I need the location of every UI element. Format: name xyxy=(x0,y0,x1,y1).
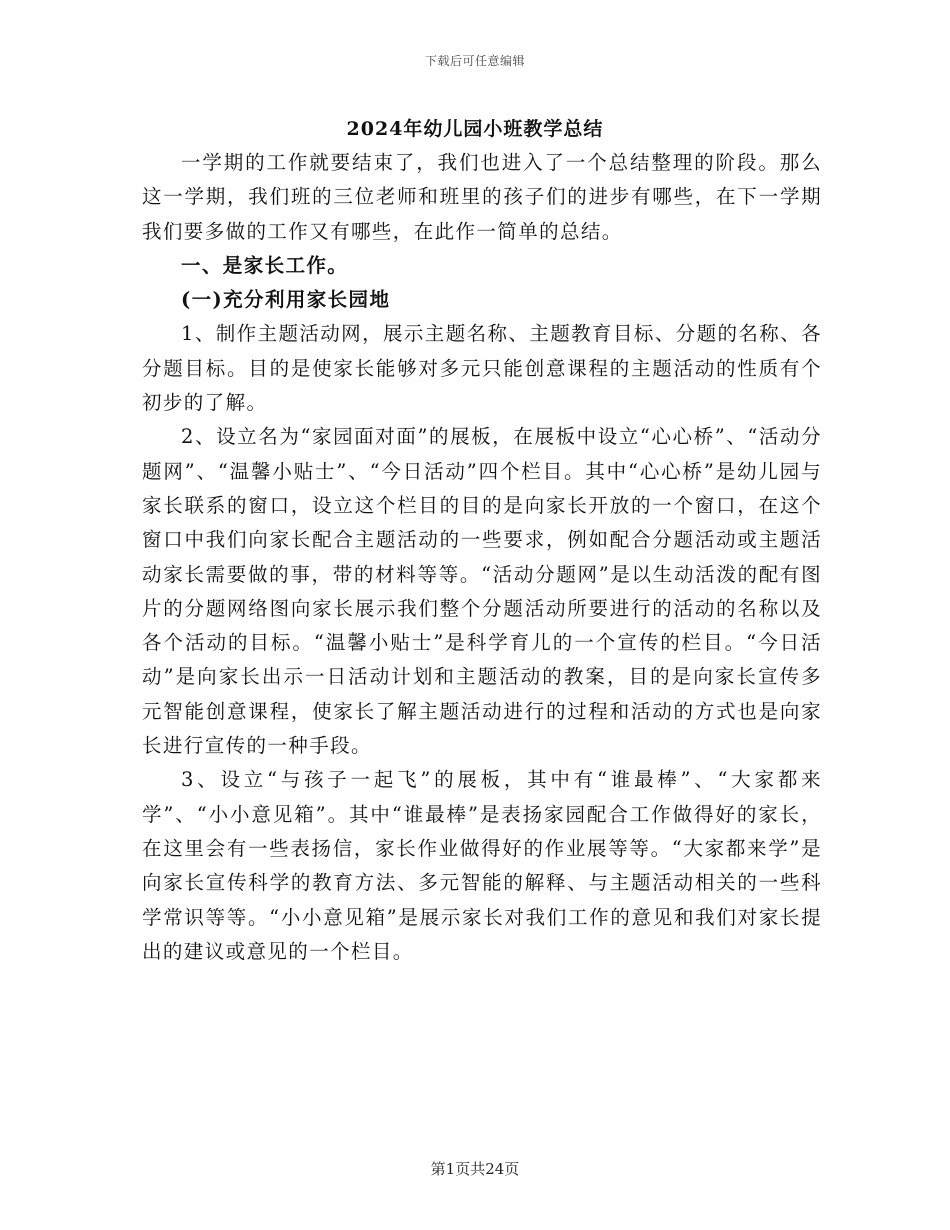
subsection-heading: (一)充分利用家长园地 xyxy=(181,288,391,312)
intro-paragraph: 一学期的工作就要结束了，我们也进入了一个总结整理的阶段。那么这一学期，我们班的三位老师和班里的孩子们的进步有哪些，在下一学期我们要多做的工作又有哪些，在此作一简单的总结。 xyxy=(142,151,822,243)
header-note: 下载后可任意编辑 xyxy=(424,54,525,68)
item-2-paragraph: 2、设立名为“家园面对面”的展板，在展板中设立“心心桥”、“活动分题网”、“温馨小贴士”、“今日活动”四个栏目。其中“心心桥”是幼儿园与家长联系的窗口，设立这个栏目的目的是向家长开放的一个窗口，在这个窗口中我们向家长配合主题活动的一些要求，例如配合分题活动或主题活动家长需要做的事，带的材料等等。“活动分题网”是以生动活泼的配有图片的分题网络图向家长展示我们整个分题活动所要进行的活动的名称以及各个活动的目标。“温馨小贴士”是科学育儿的一个宣传的栏目。“今日活动”是向家长出示一日活动计划和主题活动的教案，目的是向家长宣传多元智能创意课程，使家长了解主题活动进行的过程和活动的方式也是向家长进行宣传的一种手段。 xyxy=(142,425,822,758)
page-footer: 第1页共24页 xyxy=(430,1160,520,1178)
document-body xyxy=(142,146,822,969)
item-1-paragraph: 1、制作主题活动网，展示主题名称、主题教育目标、分题的名称、各分题目标。目的是使家长能够对多元只能创意课程的主题活动的性质有个初步的了解。 xyxy=(142,322,822,415)
document-title: 2024年幼儿园小班教学总结 xyxy=(346,118,604,140)
section-heading: 一、是家长工作。 xyxy=(181,253,349,277)
item-3-paragraph: 3、设立“与孩子一起飞”的展板，其中有“谁最棒”、“大家都来学”、“小小意见箱”。其中“谁最棒”是表扬家园配合工作做得好的家长，在这里会有一些表扬信，家长作业做得好的作业展等等。“大家都来学”是向家长宣传科学的教育方法、多元智能的解释、与主题活动相关的一些科学常识等等。“小小意见箱”是展示家长对我们工作的意见和我们对家长提出的建议或意见的一个栏目。 xyxy=(142,768,822,963)
